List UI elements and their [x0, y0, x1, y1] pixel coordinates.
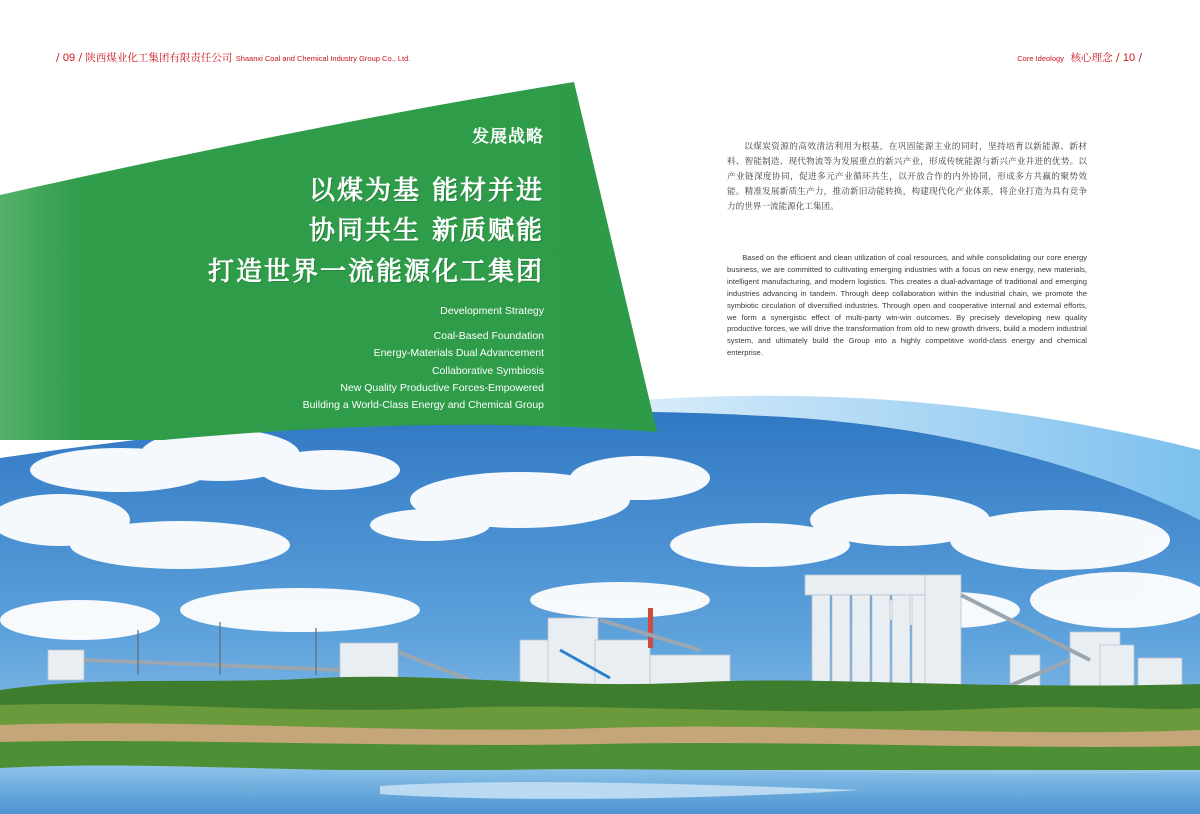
strategy-line-en: New Quality Productive Forces-Empowered: [340, 381, 544, 394]
header-left: / 09 / 陕西煤业化工集团有限责任公司 Shaanxi Coal and Chemical Industry Group Co., Ltd.: [56, 52, 411, 64]
right-page-number: 10: [1122, 52, 1136, 64]
left-page-number: 09: [62, 52, 76, 64]
company-name-cn: 陕西煤业化工集团有限责任公司: [85, 52, 233, 64]
section-name-en: Core Ideology: [1017, 54, 1064, 63]
strategy-line-en: Coal-Based Foundation: [433, 330, 544, 342]
strategy-line-en: Collaborative Symbiosis: [431, 364, 544, 377]
section-name-cn: 核心理念: [1070, 52, 1113, 64]
strategy-lines-en: [303, 328, 544, 414]
company-name-en: Shaanxi Coal and Chemical Industry Group Co., Ltd.: [235, 54, 411, 63]
strategy-line-en: Energy-Materials Dual Advancement: [373, 347, 544, 360]
strategy-title-cn: 发展战略: [472, 127, 544, 147]
slogan-line-1: 以煤为基 能材并进: [308, 176, 544, 206]
body-paragraph-en: Based on the efficient and clean utilization of coal resources, and while consolidating our core energy business, we are committed to cultivating emerging industries with a focus on new energy, new materials, intelligent manufacturing, and modern logistics. This creates a dual-advantage of traditional and emerging industries advancing in tandem. Through deep collaboration within the industrial chain, we promote the symbiotic circulation of diversified industries. Through open and cooperative internal and external efforts, we form a synergistic effect of multi-party win-win outcomes. By precisely developing new quality productive forces, we will drive the transformation from old to new growth drivers, build a modern industrial system, and ultimately build the Group into a highly competitive world-class energy and chemical enterprise.: [727, 253, 1087, 358]
strategy-line-en: Building a World-Class Energy and Chemical Group: [302, 399, 544, 412]
body-paragraph-cn: 以煤炭资源的高效清洁利用为根基，在巩固能源主业的同时，坚持培育以新能源、新材料、智能制造、现代物流等为发展重点的新兴产业，形成传统能源与新兴产业并进的优势。以产业链深度协同，促进多元产业循环共生，以开放合作的内外协同，形成多方共赢的聚势效能。精准发展新质生产力，推动新旧动能转换，构建现代化产业体系，将企业打造为具有竞争力的世界一流能源化工集团。: [727, 142, 1087, 213]
slogan-line-3: 打造世界一流能源化工集团: [207, 257, 544, 287]
strategy-title-en: Development Strategy: [440, 305, 544, 317]
slogan-line-2: 协同共生 新质赋能: [308, 216, 544, 246]
header-right: Core Ideology 核心理念 / 10 /: [1017, 52, 1142, 64]
